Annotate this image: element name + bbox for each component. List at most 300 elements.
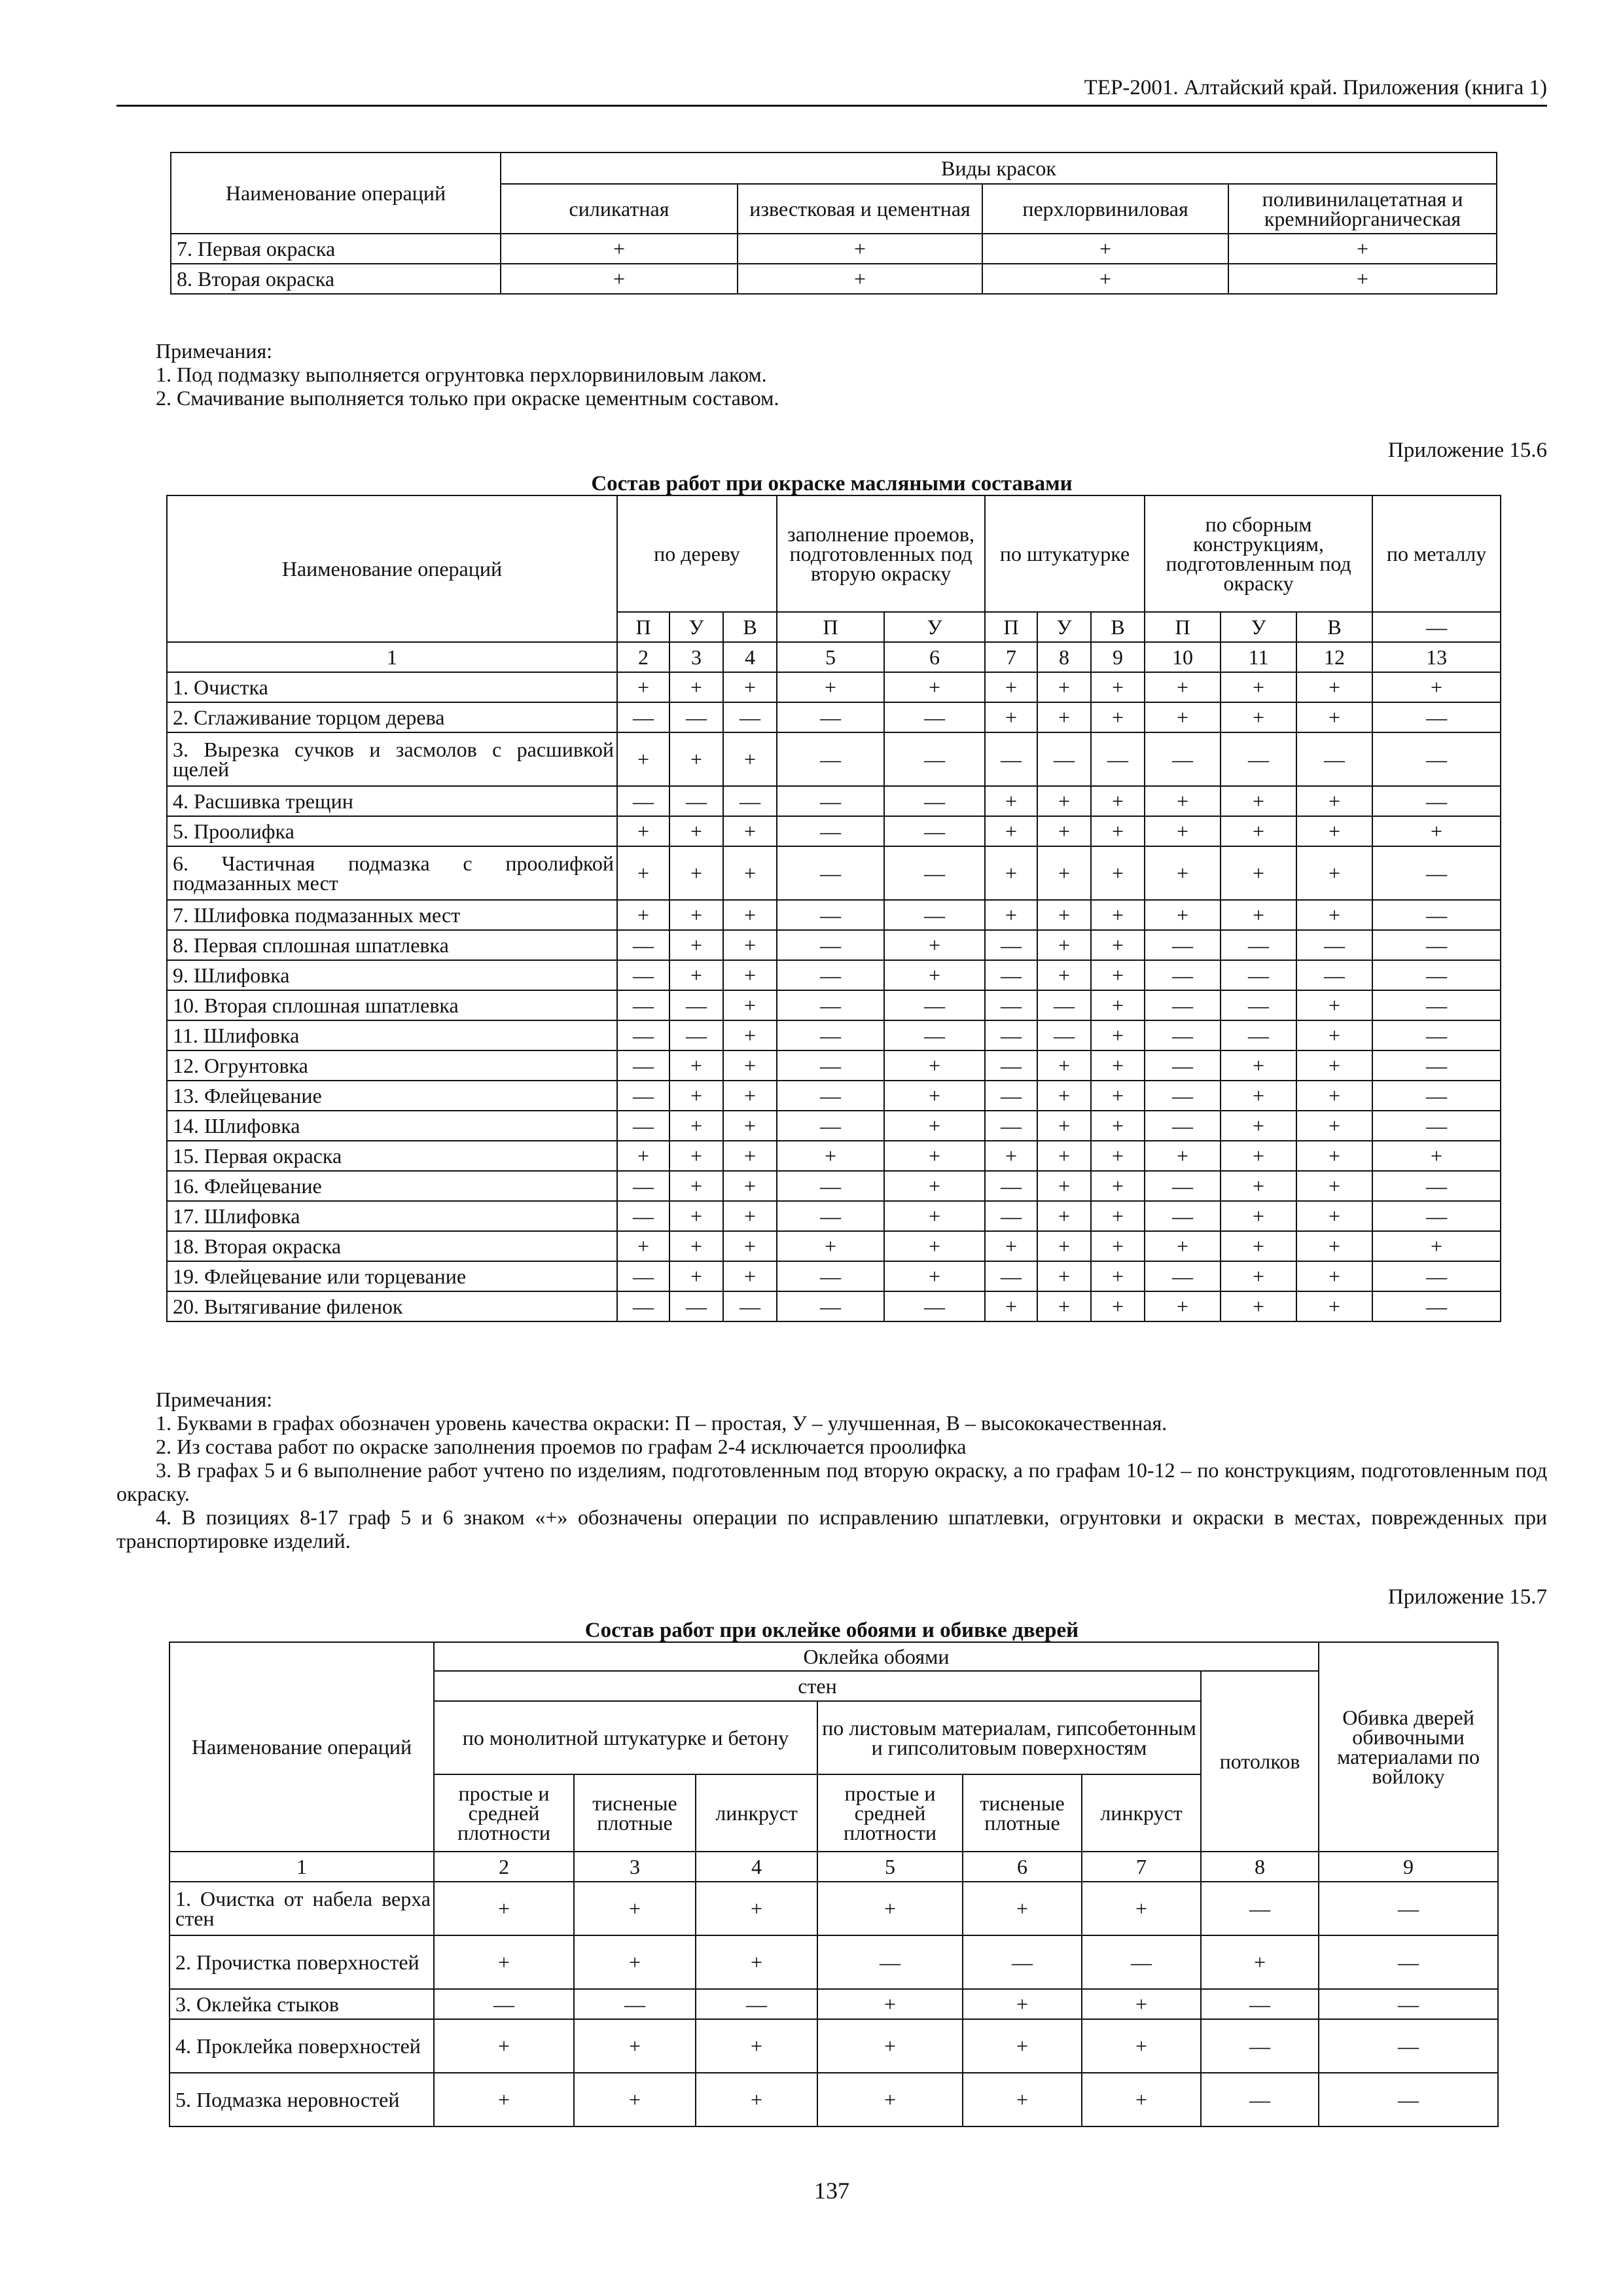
cell-mark: — xyxy=(777,930,884,960)
cell-mark: + xyxy=(434,2073,574,2126)
group-header: по дереву xyxy=(617,495,777,612)
column-number: 4 xyxy=(696,1852,817,1882)
paint-types-table-block xyxy=(116,152,1547,295)
cell-mark: — xyxy=(434,1989,574,2019)
cell-mark: + xyxy=(1221,1050,1296,1081)
cell-mark: + xyxy=(985,1141,1037,1171)
cell-mark: + xyxy=(1221,702,1296,732)
cell-mark: — xyxy=(1372,1261,1501,1291)
table-row xyxy=(167,1171,1501,1201)
cell-mark: + xyxy=(1296,1261,1372,1291)
cell-mark: + xyxy=(1091,1141,1145,1171)
cell-mark: — xyxy=(723,786,777,816)
cell-mark: + xyxy=(1221,1201,1296,1231)
cell-mark: + xyxy=(434,2019,574,2073)
cell-mark: + xyxy=(1228,264,1497,294)
column-number: 5 xyxy=(817,1852,963,1882)
cell-mark: — xyxy=(1201,2019,1319,2073)
cell-mark: — xyxy=(1037,732,1091,786)
table-row xyxy=(169,1935,1498,1989)
cell-mark: — xyxy=(985,990,1037,1020)
column-number: 8 xyxy=(1037,642,1091,672)
cell-mark: — xyxy=(1372,1291,1501,1321)
cell-mark: + xyxy=(669,1261,723,1291)
cell-mark: + xyxy=(1296,1020,1372,1050)
cell-mark: + xyxy=(1091,1020,1145,1050)
table-row xyxy=(169,1989,1498,2019)
cell-mark: + xyxy=(1296,1111,1372,1141)
cell-mark: + xyxy=(985,816,1037,846)
row-name: 13. Флейцевание xyxy=(167,1081,617,1111)
cell-mark: + xyxy=(884,672,985,702)
cell-mark: + xyxy=(1037,930,1091,960)
table-row xyxy=(171,264,1497,294)
cell-mark: + xyxy=(884,1050,985,1081)
cell-mark: — xyxy=(884,990,985,1020)
row-name: 7. Первая окраска xyxy=(171,234,501,264)
appendix-15-7 xyxy=(116,1584,1547,2127)
cell-mark: + xyxy=(1145,846,1221,900)
table-row xyxy=(169,2019,1498,2073)
cell-mark: — xyxy=(696,1989,817,2019)
cell-mark: — xyxy=(1372,900,1501,930)
cell-mark: + xyxy=(669,1231,723,1261)
cell-mark: + xyxy=(985,846,1037,900)
cell-mark: + xyxy=(817,1989,963,2019)
cell-mark: + xyxy=(574,1882,696,1935)
cell-mark: — xyxy=(1145,930,1221,960)
operation-name-header: Наименование операций xyxy=(171,152,501,234)
cell-mark: + xyxy=(723,1111,777,1141)
quality-subheader: П xyxy=(777,612,884,642)
table-row xyxy=(167,786,1501,816)
cell-mark: — xyxy=(1091,732,1145,786)
cell-mark: — xyxy=(777,990,884,1020)
cell-mark: + xyxy=(1091,990,1145,1020)
cell-mark: + xyxy=(723,900,777,930)
cell-mark: + xyxy=(963,2019,1082,2073)
cell-mark: — xyxy=(777,1291,884,1321)
cell-mark: + xyxy=(723,1171,777,1201)
cell-mark: — xyxy=(985,1020,1037,1050)
cell-mark: + xyxy=(669,930,723,960)
cell-mark: + xyxy=(1221,1141,1296,1171)
row-name: 5. Подмазка неровностей xyxy=(169,2073,434,2126)
cell-mark: + xyxy=(1037,960,1091,990)
column-number: 13 xyxy=(1372,642,1501,672)
cell-mark: — xyxy=(1319,1989,1498,2019)
paint-types-header: Виды красок xyxy=(501,152,1497,184)
row-name: 8. Вторая окраска xyxy=(171,264,501,294)
cell-mark: + xyxy=(1091,846,1145,900)
cell-mark: — xyxy=(1372,990,1501,1020)
quality-subheader: У xyxy=(1221,612,1296,642)
cell-mark: — xyxy=(985,1261,1037,1291)
table-title: Состав работ при оклейке обоями и обивке дверей xyxy=(584,1619,1079,1642)
cell-mark: — xyxy=(1319,1935,1498,1989)
cell-mark: — xyxy=(723,1291,777,1321)
operation-name-header: Наименование операций xyxy=(169,1642,434,1852)
cell-mark: + xyxy=(884,1261,985,1291)
cell-mark: — xyxy=(884,846,985,900)
cell-mark: — xyxy=(985,1201,1037,1231)
cell-mark: + xyxy=(1221,786,1296,816)
cell-mark: — xyxy=(1145,1020,1221,1050)
cell-mark: + xyxy=(1145,1291,1221,1321)
row-name: 14. Шлифовка xyxy=(167,1111,617,1141)
notes-title: Примечания: xyxy=(156,339,273,363)
walls-header: стен xyxy=(434,1671,1201,1701)
cell-mark: + xyxy=(1296,672,1372,702)
group-header: по штукатурке xyxy=(985,495,1145,612)
cell-mark: — xyxy=(669,1291,723,1321)
cell-mark: — xyxy=(617,1291,669,1321)
cell-mark: + xyxy=(723,672,777,702)
cell-mark: + xyxy=(1296,816,1372,846)
cell-mark: — xyxy=(1319,2073,1498,2126)
cell-mark: — xyxy=(617,702,669,732)
cell-mark: + xyxy=(1037,900,1091,930)
cell-mark: — xyxy=(1221,960,1296,990)
cell-mark: + xyxy=(669,1171,723,1201)
appendix-label: Приложение 15.6 xyxy=(1387,439,1547,462)
cell-mark: + xyxy=(1037,1261,1091,1291)
cell-mark: + xyxy=(985,900,1037,930)
cell-mark: + xyxy=(1221,672,1296,702)
cell-mark: + xyxy=(1082,1989,1201,2019)
row-name: 5. Проолифка xyxy=(167,816,617,846)
column-number: 4 xyxy=(723,642,777,672)
column-header: линкруст xyxy=(696,1774,817,1852)
cell-mark: + xyxy=(723,990,777,1020)
cell-mark: + xyxy=(723,960,777,990)
cell-mark: + xyxy=(1221,1231,1296,1261)
cell-mark: + xyxy=(1091,1171,1145,1201)
table-row xyxy=(169,1882,1498,1935)
cell-mark: — xyxy=(1221,990,1296,1020)
quality-subheader: В xyxy=(1296,612,1372,642)
row-name: 9. Шлифовка xyxy=(167,960,617,990)
table-row xyxy=(167,1020,1501,1050)
cell-mark: + xyxy=(1091,816,1145,846)
table-row xyxy=(167,846,1501,900)
wallpaper-table xyxy=(169,1641,1499,2127)
row-name: 17. Шлифовка xyxy=(167,1201,617,1231)
cell-mark: — xyxy=(1372,1020,1501,1050)
cell-mark: + xyxy=(434,1935,574,1989)
page-number: 137 xyxy=(814,2178,849,2204)
quality-subheader: П xyxy=(1145,612,1221,642)
cell-mark: + xyxy=(574,2073,696,2126)
cell-mark: — xyxy=(884,786,985,816)
row-name: 2. Прочистка поверхностей xyxy=(169,1935,434,1989)
cell-mark: + xyxy=(723,1261,777,1291)
cell-mark: — xyxy=(574,1989,696,2019)
column-number: 3 xyxy=(574,1852,696,1882)
doors-header: Обивка дверей обивочными материалами по войлоку xyxy=(1319,1642,1498,1852)
cell-mark: + xyxy=(1228,234,1497,264)
cell-mark: + xyxy=(1145,702,1221,732)
cell-mark: + xyxy=(982,264,1228,294)
cell-mark: — xyxy=(1145,732,1221,786)
cell-mark: + xyxy=(1145,900,1221,930)
cell-mark: + xyxy=(1091,786,1145,816)
quality-subheader: У xyxy=(1037,612,1091,642)
wallpaper-group-header: Оклейка обоями xyxy=(434,1642,1319,1671)
cell-mark: — xyxy=(777,1201,884,1231)
cell-mark: + xyxy=(985,702,1037,732)
cell-mark: — xyxy=(777,1081,884,1111)
cell-mark: + xyxy=(1037,1050,1091,1081)
cell-mark: + xyxy=(669,1111,723,1141)
cell-mark: + xyxy=(501,264,738,294)
cell-mark: + xyxy=(723,1050,777,1081)
column-number: 6 xyxy=(884,642,985,672)
table-row xyxy=(167,1141,1501,1171)
note-item: 4. В позициях 8-17 граф 5 и 6 знаком «+» обозначены операции по исправлению шпатлевки, огрунтовки и окраски в местах, поврежденных при транспортировке изделий. xyxy=(116,1505,1547,1552)
cell-mark: — xyxy=(617,786,669,816)
cell-mark: — xyxy=(1372,1050,1501,1081)
cell-mark: + xyxy=(985,1231,1037,1261)
cell-mark: — xyxy=(617,1261,669,1291)
table-title: Состав работ при окраске масляными составами xyxy=(591,472,1073,495)
cell-mark: + xyxy=(1037,702,1091,732)
column-number: 7 xyxy=(985,642,1037,672)
cell-mark: + xyxy=(1091,1261,1145,1291)
table-row xyxy=(167,1231,1501,1261)
column-number: 9 xyxy=(1319,1852,1498,1882)
cell-mark: — xyxy=(1221,732,1296,786)
cell-mark: — xyxy=(1145,1171,1221,1201)
cell-mark: + xyxy=(574,2019,696,2073)
column-number: 3 xyxy=(669,642,723,672)
cell-mark: + xyxy=(723,1141,777,1171)
cell-mark: — xyxy=(985,1081,1037,1111)
cell-mark: + xyxy=(434,1882,574,1935)
cell-mark: — xyxy=(617,1171,669,1201)
cell-mark: — xyxy=(884,732,985,786)
cell-mark: — xyxy=(777,702,884,732)
cell-mark: — xyxy=(669,702,723,732)
cell-mark: + xyxy=(884,1111,985,1141)
cell-mark: — xyxy=(1145,1111,1221,1141)
cell-mark: + xyxy=(1145,1141,1221,1171)
cell-mark: — xyxy=(1221,1020,1296,1050)
oil-paint-table xyxy=(166,495,1501,1322)
cell-mark: + xyxy=(1221,846,1296,900)
running-header: ТЕР-2001. Алтайский край. Приложения (книга 1) xyxy=(116,71,1547,107)
cell-mark: + xyxy=(669,1081,723,1111)
cell-mark: + xyxy=(1037,1111,1091,1141)
cell-mark: + xyxy=(1091,1081,1145,1111)
cell-mark: — xyxy=(777,786,884,816)
cell-mark: + xyxy=(1201,1935,1319,1989)
table-row xyxy=(167,816,1501,846)
cell-mark: + xyxy=(669,672,723,702)
notes-1 xyxy=(156,339,1547,410)
cell-mark: + xyxy=(884,1231,985,1261)
cell-mark: — xyxy=(1145,990,1221,1020)
table-row xyxy=(167,702,1501,732)
row-name: 8. Первая сплошная шпатлевка xyxy=(167,930,617,960)
cell-mark: — xyxy=(1372,702,1501,732)
row-name: 10. Вторая сплошная шпатлевка xyxy=(167,990,617,1020)
cell-mark: — xyxy=(1372,1201,1501,1231)
row-name: 1. Очистка xyxy=(167,672,617,702)
row-name: 11. Шлифовка xyxy=(167,1020,617,1050)
table-row xyxy=(167,900,1501,930)
cell-mark: + xyxy=(1372,672,1501,702)
quality-subheader: П xyxy=(617,612,669,642)
cell-mark: + xyxy=(1091,672,1145,702)
row-name: 20. Вытягивание филенок xyxy=(167,1291,617,1321)
table-row xyxy=(167,1111,1501,1141)
cell-mark: — xyxy=(1319,2019,1498,2073)
cell-mark: + xyxy=(963,2073,1082,2126)
cell-mark: — xyxy=(1037,990,1091,1020)
cell-mark: — xyxy=(1372,1081,1501,1111)
cell-mark: + xyxy=(1037,1171,1091,1201)
cell-mark: + xyxy=(1296,702,1372,732)
cell-mark: + xyxy=(723,930,777,960)
column-number: 8 xyxy=(1201,1852,1319,1882)
row-name: 2. Сглаживание торцом дерева xyxy=(167,702,617,732)
cell-mark: + xyxy=(1082,2073,1201,2126)
cell-mark: + xyxy=(738,234,982,264)
cell-mark: — xyxy=(1372,930,1501,960)
cell-mark: — xyxy=(777,1050,884,1081)
cell-mark: + xyxy=(723,816,777,846)
quality-subheader: В xyxy=(1091,612,1145,642)
cell-mark: — xyxy=(617,960,669,990)
cell-mark: + xyxy=(884,960,985,990)
cell-mark: — xyxy=(1145,1261,1221,1291)
group-header: по сборным конструкциям, подготовленным под окраску xyxy=(1145,495,1372,612)
cell-mark: + xyxy=(777,672,884,702)
cell-mark: — xyxy=(1296,930,1372,960)
paint-types-table xyxy=(170,152,1497,295)
cell-mark: — xyxy=(884,816,985,846)
cell-mark: — xyxy=(884,1291,985,1321)
cell-mark: + xyxy=(696,2019,817,2073)
column-number: 11 xyxy=(1221,642,1296,672)
cell-mark: + xyxy=(1037,1141,1091,1171)
cell-mark: + xyxy=(723,732,777,786)
cell-mark: + xyxy=(1091,930,1145,960)
column-number: 2 xyxy=(434,1852,574,1882)
cell-mark: + xyxy=(817,2019,963,2073)
column-number: 1 xyxy=(169,1852,434,1882)
table-row xyxy=(167,1261,1501,1291)
cell-mark: + xyxy=(1296,1141,1372,1171)
cell-mark: — xyxy=(617,1020,669,1050)
cell-mark: — xyxy=(884,900,985,930)
cell-mark: — xyxy=(1145,960,1221,990)
cell-mark: + xyxy=(1091,1231,1145,1261)
note-item: 1. Буквами в графах обозначен уровень качества окраски: П – простая, У – улучшенная, В – высококачественная. xyxy=(156,1411,1168,1435)
cell-mark: — xyxy=(777,900,884,930)
column-header: простые и средней плотности xyxy=(434,1774,574,1852)
cell-mark: + xyxy=(1082,2019,1201,2073)
cell-mark: + xyxy=(963,1882,1082,1935)
cell-mark: + xyxy=(1145,672,1221,702)
column-header: тисненые плотные xyxy=(963,1774,1082,1852)
cell-mark: + xyxy=(817,2073,963,2126)
column-number: 6 xyxy=(963,1852,1082,1882)
cell-mark: — xyxy=(985,732,1037,786)
cell-mark: + xyxy=(884,1081,985,1111)
cell-mark: + xyxy=(1372,1231,1501,1261)
cell-mark: — xyxy=(1372,1111,1501,1141)
cell-mark: — xyxy=(1319,1882,1498,1935)
row-name: 3. Вырезка сучков и засмолов с расшивкой щелей xyxy=(167,732,617,786)
cell-mark: + xyxy=(1221,1261,1296,1291)
cell-mark: + xyxy=(1296,846,1372,900)
cell-mark: — xyxy=(777,1020,884,1050)
cell-mark: + xyxy=(723,1081,777,1111)
cell-mark: — xyxy=(1372,960,1501,990)
cell-mark: + xyxy=(884,1201,985,1231)
cell-mark: + xyxy=(1221,900,1296,930)
cell-mark: — xyxy=(963,1935,1082,1989)
cell-mark: + xyxy=(777,1231,884,1261)
cell-mark: — xyxy=(669,786,723,816)
cell-mark: + xyxy=(617,732,669,786)
cell-mark: + xyxy=(1037,846,1091,900)
cell-mark: — xyxy=(884,1020,985,1050)
row-name: 19. Флейцевание или торцевание xyxy=(167,1261,617,1291)
appendix-label: Приложение 15.7 xyxy=(1387,1585,1547,1609)
cell-mark: + xyxy=(501,234,738,264)
cell-mark: + xyxy=(669,900,723,930)
row-name: 18. Вторая окраска xyxy=(167,1231,617,1261)
cell-mark: + xyxy=(617,1141,669,1171)
cell-mark: + xyxy=(1037,1291,1091,1321)
cell-mark: + xyxy=(1091,900,1145,930)
table-row xyxy=(167,990,1501,1020)
cell-mark: + xyxy=(617,846,669,900)
cell-mark: + xyxy=(985,672,1037,702)
cell-mark: — xyxy=(985,1111,1037,1141)
column-header: линкруст xyxy=(1082,1774,1201,1852)
cell-mark: + xyxy=(574,1935,696,1989)
cell-mark: — xyxy=(777,846,884,900)
column-number: 10 xyxy=(1145,642,1221,672)
cell-mark: + xyxy=(1091,960,1145,990)
cell-mark: + xyxy=(669,846,723,900)
cell-mark: + xyxy=(738,264,982,294)
cell-mark: + xyxy=(884,1141,985,1171)
row-name: 7. Шлифовка подмазанных мест xyxy=(167,900,617,930)
table-row xyxy=(167,960,1501,990)
quality-subheader: П xyxy=(985,612,1037,642)
cell-mark: + xyxy=(1091,702,1145,732)
cell-mark: + xyxy=(1296,900,1372,930)
cell-mark: — xyxy=(1082,1935,1201,1989)
cell-mark: + xyxy=(1037,1081,1091,1111)
table-row xyxy=(167,672,1501,702)
appendix-15-6 xyxy=(116,437,1547,1322)
cell-mark: + xyxy=(1296,1081,1372,1111)
note-item: 2. Смачивание выполняется только при окраске цементным составом. xyxy=(156,386,779,410)
cell-mark: — xyxy=(1201,1989,1319,2019)
cell-mark: + xyxy=(1037,672,1091,702)
column-number: 7 xyxy=(1082,1852,1201,1882)
ceilings-header: потолков xyxy=(1201,1671,1319,1852)
cell-mark: — xyxy=(617,1201,669,1231)
cell-mark: — xyxy=(1201,1882,1319,1935)
cell-mark: — xyxy=(723,702,777,732)
